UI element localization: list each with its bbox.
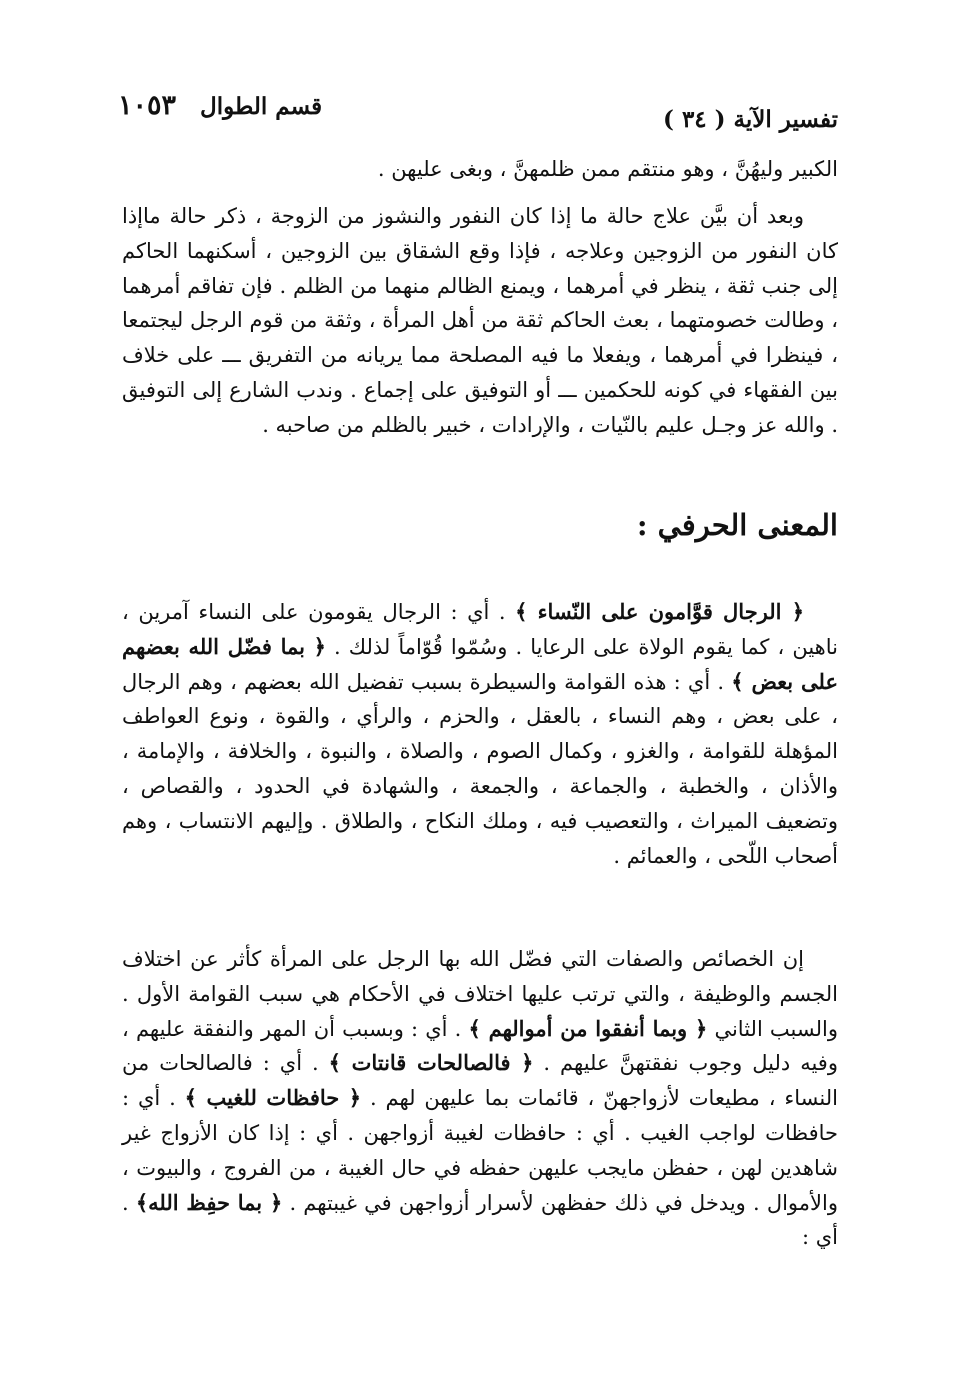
quran-quote: ﴿ الرجال قوَّامون على النّساء ﴾ [515, 599, 804, 624]
running-header [118, 86, 838, 136]
paragraph-text: . أي : هذه القوامة والسيطرة بسبب تفضيل الله بعضهم ، وهم الرجال ، على بعض ، وهم النساء ، بالعقل ، والحزم ، والرأي ، والقوة ، ونوع العواطف المؤهلة للقوامة ، والغزو ، وكمال الصوم ، والصلاة ، والنبوة ، والخلافة ، والإمامة ، والأذان ، والخطبة ، والجماعة ، والجمعة ، والشهادة في الحدود ، والقصاص ، وتضعيف الميراث ، والتعصيب فيه ، وملك النكاح ، والطلاق . وإليهم الانتساب ، وهم أصحاب اللّحى ، والعمائم . [122, 669, 838, 868]
paragraph-text: وبعد أن بيَّن علاج حالة ما إذا كان النفور والنشوز من الزوجة ، ذكر حالة ماإذا كان النفور من الزوجين وعلاجه ، فإذا وقع الشقاق بين الزوجين ، أسكنهما الحاكم إلى جنب ثقة ، ينظر في أمرهما ، ويمنع الظالم منهما من الظلم . فإن تفاقم أمرهما ، وطالت خصومتهما ، بعث الحاكم ثقة من أهل المرأة ، وثقة من قوم الرجل ليجتمعا ، فينظرا في أمرهما ، ويفعلا ما فيه المصلحة مما يريانه من التفريق ـــ على خلاف بين الفقهاء في كونه للحكمين ـــ أو التوفيق على إجماع . وندب الشارع إلى التوفيق . والله عز وجـل عليم بالنّيات ، والإرادات ، خبير بالظلم من صاحبه . [122, 204, 838, 437]
paragraph-shiqaq [122, 199, 838, 443]
quran-quote: ﴿ بما حفِظ الله﴾ [135, 1189, 283, 1215]
paragraph-text: . أي : وبسبب أن المهر والنفقة عليهم ، وفيه دليل وجوب نفقتهنَّ عليهم . [122, 1016, 838, 1076]
header-section [118, 90, 322, 121]
quran-quote: ﴿ حافظات للغيب ﴾ [184, 1085, 362, 1111]
quran-quote: ﴿ فالصالحات قانتات ﴾ [328, 1050, 534, 1076]
paragraph-text: . أي : فالصالحات من النساء ، مطيعات لأزواجهنّ ، قائمات بما عليهن لهم . [122, 1051, 838, 1111]
quran-quote: ﴿ بما فضّل الله بعضهم على بعض ﴾ [122, 633, 838, 694]
paragraph-qawwamun [122, 595, 838, 873]
paragraph-text: إن الخصائص والصفات التي فضّل الله بها الرجل على المرأة كأثر عن اختلاف الجسم والوظيفة ، والتي ترتب عليها اختلاف في الأحكام هي سبب القوامة الأول . والسبب الثاني [122, 947, 838, 1041]
paragraph-text: . أي : حافظات لواجب الغيب . أي : حافظات لغيبة أزواجهن . أي : إذا كان الأزواج غير شاهدين لهن ، حفظن مايجب عليهن حفظه في حال الغيبة ، من الفروج ، والبيوت ، والأموال . ويدخل في ذلك حفظهن لأسرار أزواجهن في غيبتهم . [122, 1086, 838, 1215]
quran-quote: ﴿ وبما أنفقوا من أموالهم ﴾ [468, 1015, 708, 1041]
paragraph-body [122, 595, 838, 873]
paragraph-text: الكبير وليهُنَّ ، وهو منتقم ممن ظلمهنَّ ، وبغى عليهن . [377, 157, 838, 181]
paragraph-text: . أي : [122, 1190, 838, 1250]
header-title: تفسير الآية ( ٣٤ ) [663, 106, 838, 133]
page-number: ١٠٥٣ [118, 90, 177, 121]
paragraph-khasais [122, 942, 838, 1255]
paragraph-text: . أي : الرجال يقومون على النساء آمرين ، ناهين ، كما يقوم الولاة على الرعايا . وسُمّوا قُوّاماً لذلك . [122, 600, 839, 659]
header-section-label: قسم الطوال [200, 93, 323, 120]
section-heading: المعنى الحرفي : [636, 508, 838, 542]
paragraph-body [122, 942, 838, 1255]
paragraph-continuation [122, 152, 838, 187]
